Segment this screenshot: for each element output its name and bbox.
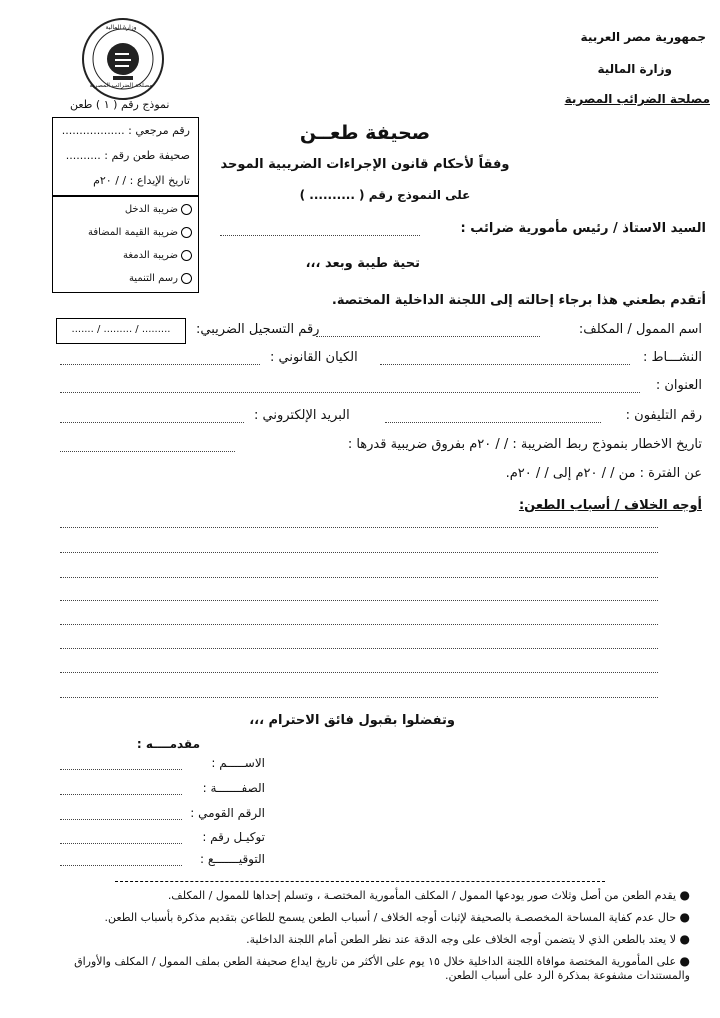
radio-circle-icon[interactable] [181, 250, 192, 261]
reasons-line[interactable] [60, 527, 658, 528]
reference-number-field[interactable]: رقم مرجعي : .................. [61, 124, 190, 137]
submitter-capacity-line[interactable] [60, 794, 182, 795]
tax-reg-box[interactable]: ....... / ......... / ......... [56, 318, 186, 344]
filing-date-field[interactable]: تاريخ الإيداع : / / ٢٠م [93, 174, 190, 187]
radio-circle-icon[interactable] [181, 204, 192, 215]
note-item: ● لا يعتد بالطعن الذي لا يتضمن أوجه الخلاف على وجه الدقة عند نظر الطعن أمام اللجنة الداخلية. [246, 932, 690, 946]
tax-type-option[interactable]: رسم التنمية [129, 273, 192, 284]
country-name: جمهورية مصر العربية [580, 30, 706, 44]
legal-entity-line[interactable] [60, 364, 260, 365]
tax-reg-label: رقم التسجيل الضريبي: [196, 322, 320, 337]
taxpayer-label: اسم الممول / المكلف: [578, 322, 702, 337]
submitter-capacity-label: الصفـــــــة : [202, 781, 265, 795]
bullet-icon: ● [679, 910, 690, 924]
tax-type-option[interactable]: ضريبة القيمة المضافة [88, 227, 192, 238]
poa-label: توكيـل رقم : [202, 830, 265, 844]
sheet-number-field[interactable]: صحيفة طعن رقم : .......... [65, 149, 190, 162]
greeting: تحية طيبة وبعد ،،، [305, 256, 420, 271]
bullet-icon: ● [679, 932, 690, 946]
radio-circle-icon[interactable] [181, 227, 192, 238]
authority-name: مصلحة الضرائب المصرية [564, 92, 710, 106]
reasons-line[interactable] [60, 600, 658, 601]
logo-bottom-text: مصلحة الضرائب المصرية [89, 82, 153, 89]
signature-label: التوقيـــــــع : [199, 852, 265, 866]
address-line[interactable] [60, 392, 640, 393]
form-number: نموذج رقم ( ١ ) طعن [70, 98, 170, 111]
notes-separator [115, 881, 605, 882]
reasons-line[interactable] [60, 648, 658, 649]
phone-line[interactable] [385, 422, 601, 423]
activity-label: النشـــاط : [642, 350, 702, 365]
email-label: البريد الإلكتروني : [254, 408, 350, 423]
signature-line[interactable] [60, 865, 182, 866]
phone-label: رقم التليفون : [625, 408, 702, 423]
email-line[interactable] [60, 422, 244, 423]
tax-difference-line[interactable] [60, 451, 235, 452]
tax-type-option[interactable]: ضريبة الدمغة [123, 250, 192, 261]
intro-sentence: أتقدم بطعني هذا برجاء إحالته إلى اللجنة الداخلية المختصة. [331, 293, 706, 308]
addressee-label: السيد الاستاذ / رئيس مأمورية ضرائب : [460, 221, 706, 236]
document-title: صحيفة طعــن [299, 122, 431, 144]
reference-box [52, 117, 199, 197]
ministry-name: وزارة المالية [597, 62, 672, 76]
bullet-icon: ● [679, 954, 690, 968]
radio-circle-icon[interactable] [181, 273, 192, 284]
note-item: ● حال عدم كفاية المساحة المخصصـة بالصحيفة لإثبات أوجه الخلاف / أسباب الطعن يسمح للطاعن بتقديم مذكرة بأسباب الطعن. [104, 910, 690, 924]
tax-type-option[interactable]: ضريبة الدخل [125, 204, 192, 215]
tax-type-box [52, 195, 199, 293]
reasons-line[interactable] [60, 624, 658, 625]
closing-line: وتفضلوا بقبول فائق الاحترام ،،، [249, 713, 455, 728]
notice-date-label: تاريخ الاخطار بنموذج ربط الضريبة : / / ٢٠م بفروق ضريبية قدرها : [347, 437, 702, 452]
reasons-line[interactable] [60, 552, 658, 553]
poa-line[interactable] [60, 843, 182, 844]
note-item: ● على المأمورية المختصة موافاة اللجنة الداخلية خلال ١٥ يوم على الأكثر من تاريخ ايداع صحيفة الطعن بملف الممول / المكلف والأوراق والمستندات مشفوعة بمذكرة الرد على أسباب الطعن. [74, 954, 690, 982]
document-subtitle: وفقاً لأحكام قانون الإجراءات الضريبية الموحد [220, 157, 510, 172]
note-item: ● يقدم الطعن من أصل وثلاث صور يودعها الممول / المكلف المأمورية المختصـة ، وتسلم إحداها للممول / المكلف. [167, 888, 690, 902]
model-number: على النموذج رقم ( .......... ) [299, 188, 471, 202]
logo-top-text: وزارة المالية [105, 24, 137, 31]
activity-line[interactable] [380, 364, 630, 365]
submitter-name-label: الاســـــم : [211, 756, 265, 770]
address-label: العنوان : [655, 378, 702, 393]
taxpayer-line[interactable] [316, 336, 540, 337]
bullet-icon: ● [679, 888, 690, 902]
tax-office-line[interactable] [220, 235, 420, 236]
period-label: عن الفترة : من / / ٢٠م إلى / / ٢٠م. [505, 466, 702, 481]
reasons-line[interactable] [60, 672, 658, 673]
national-id-line[interactable] [60, 819, 182, 820]
legal-entity-label: الكيان القانوني : [270, 350, 358, 365]
reasons-title: أوجه الخلاف / أسباب الطعن: [518, 498, 702, 513]
national-id-label: الرقم القومي : [190, 806, 265, 820]
submitter-name-line[interactable] [60, 769, 182, 770]
submitter-title: مقدمــــه : [136, 737, 200, 751]
reasons-line[interactable] [60, 577, 658, 578]
reasons-line[interactable] [60, 697, 658, 698]
